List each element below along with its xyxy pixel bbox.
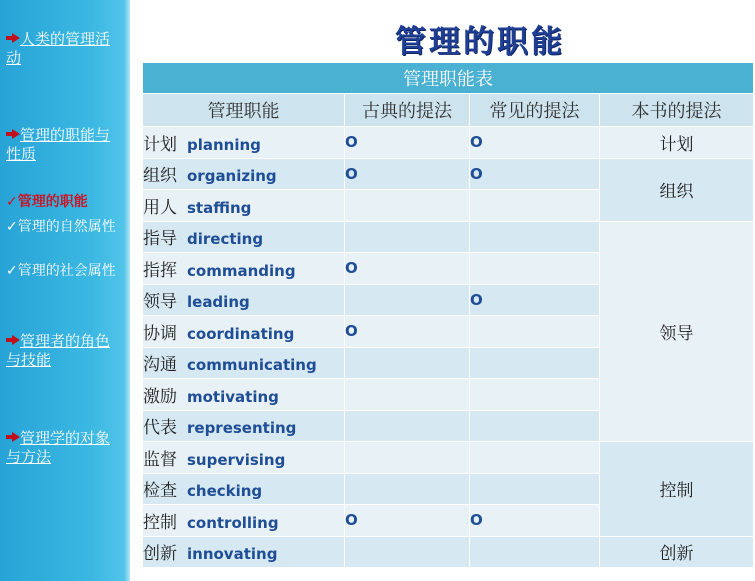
classic-mark [345,410,470,442]
function-en: supervising [187,450,286,469]
sidebar [0,0,130,581]
classic-mark [345,284,470,316]
classic-mark [345,347,470,379]
column-header-function: 管理职能 [143,94,345,127]
function-cn: 用人 [143,197,177,218]
function-en: checking [187,482,263,501]
function-cn: 创新 [143,544,177,565]
book-cell: 组织 [600,158,754,221]
sidebar-subitem-functions[interactable]: ✓管理的职能 [6,194,88,210]
common-mark [470,473,600,505]
function-cn: 协调 [143,323,177,344]
page-title: 管理的职能 [395,24,565,60]
classic-mark: O [345,127,470,159]
sidebar-subitem-social-attribute[interactable]: ✓管理的社会属性 [6,263,116,279]
function-cn: 沟通 [143,355,177,376]
function-en: planning [187,135,261,154]
function-cn: 指挥 [143,260,177,281]
function-cn: 领导 [143,292,177,313]
common-mark [470,316,600,348]
function-en: communicating [187,356,317,375]
common-mark [470,347,600,379]
book-cell: 控制 [600,442,754,537]
classic-mark [345,442,470,474]
function-cn: 监督 [143,449,177,470]
classic-mark [345,190,470,222]
function-en: controlling [187,513,279,532]
function-cn: 指导 [143,229,177,250]
common-mark [470,221,600,253]
function-en: representing [187,419,297,438]
column-header-book: 本书的提法 [600,94,754,127]
function-cn: 计划 [143,134,177,155]
sidebar-subitem-natural-attribute[interactable]: ✓管理的自然属性 [6,219,116,235]
classic-mark [345,473,470,505]
table-row [143,221,754,253]
common-mark: O [470,505,600,537]
function-en: staffing [187,198,252,217]
classic-mark: O [345,253,470,285]
common-mark [470,442,600,474]
classic-mark: O [345,316,470,348]
sidebar-link-human-management[interactable]: 人类的管理活动 [6,30,111,67]
function-en: commanding [187,261,296,280]
arrow-right-icon [6,429,20,448]
book-cell: 创新 [600,536,754,568]
column-header-common: 常见的提法 [470,94,600,127]
function-en: motivating [187,387,279,406]
function-en: directing [187,230,264,249]
function-cn: 检查 [143,481,177,502]
table-caption: 管理职能表 [143,63,754,94]
common-mark: O [470,127,600,159]
management-functions-table [142,62,754,568]
arrow-right-icon [6,332,20,351]
function-en: innovating [187,545,278,564]
function-cn: 代表 [143,418,177,439]
table-row [143,536,754,568]
common-mark [470,190,600,222]
function-en: coordinating [187,324,295,343]
table-row [143,127,754,159]
table-row [143,158,754,190]
function-en: organizing [187,167,277,186]
common-mark: O [470,284,600,316]
function-cn: 控制 [143,512,177,533]
classic-mark [345,221,470,253]
book-cell: 计划 [600,127,754,159]
book-cell: 领导 [600,221,754,442]
arrow-right-icon [6,126,20,145]
classic-mark: O [345,158,470,190]
common-mark: O [470,158,600,190]
sidebar-link-manager-roles[interactable]: 管理者的角色与技能 [6,332,111,369]
function-cn: 激励 [143,386,177,407]
sidebar-link-functions-nature[interactable]: 管理的职能与性质 [6,126,111,163]
column-header-classic: 古典的提法 [345,94,470,127]
arrow-right-icon [6,30,20,49]
function-en: leading [187,293,250,312]
common-mark [470,253,600,285]
table-row [143,442,754,474]
common-mark [470,410,600,442]
sidebar-link-objects-methods[interactable]: 管理学的对象与方法 [6,429,111,466]
common-mark [470,536,600,568]
classic-mark [345,536,470,568]
common-mark [470,379,600,411]
classic-mark: O [345,505,470,537]
classic-mark [345,379,470,411]
function-cn: 组织 [143,166,177,187]
